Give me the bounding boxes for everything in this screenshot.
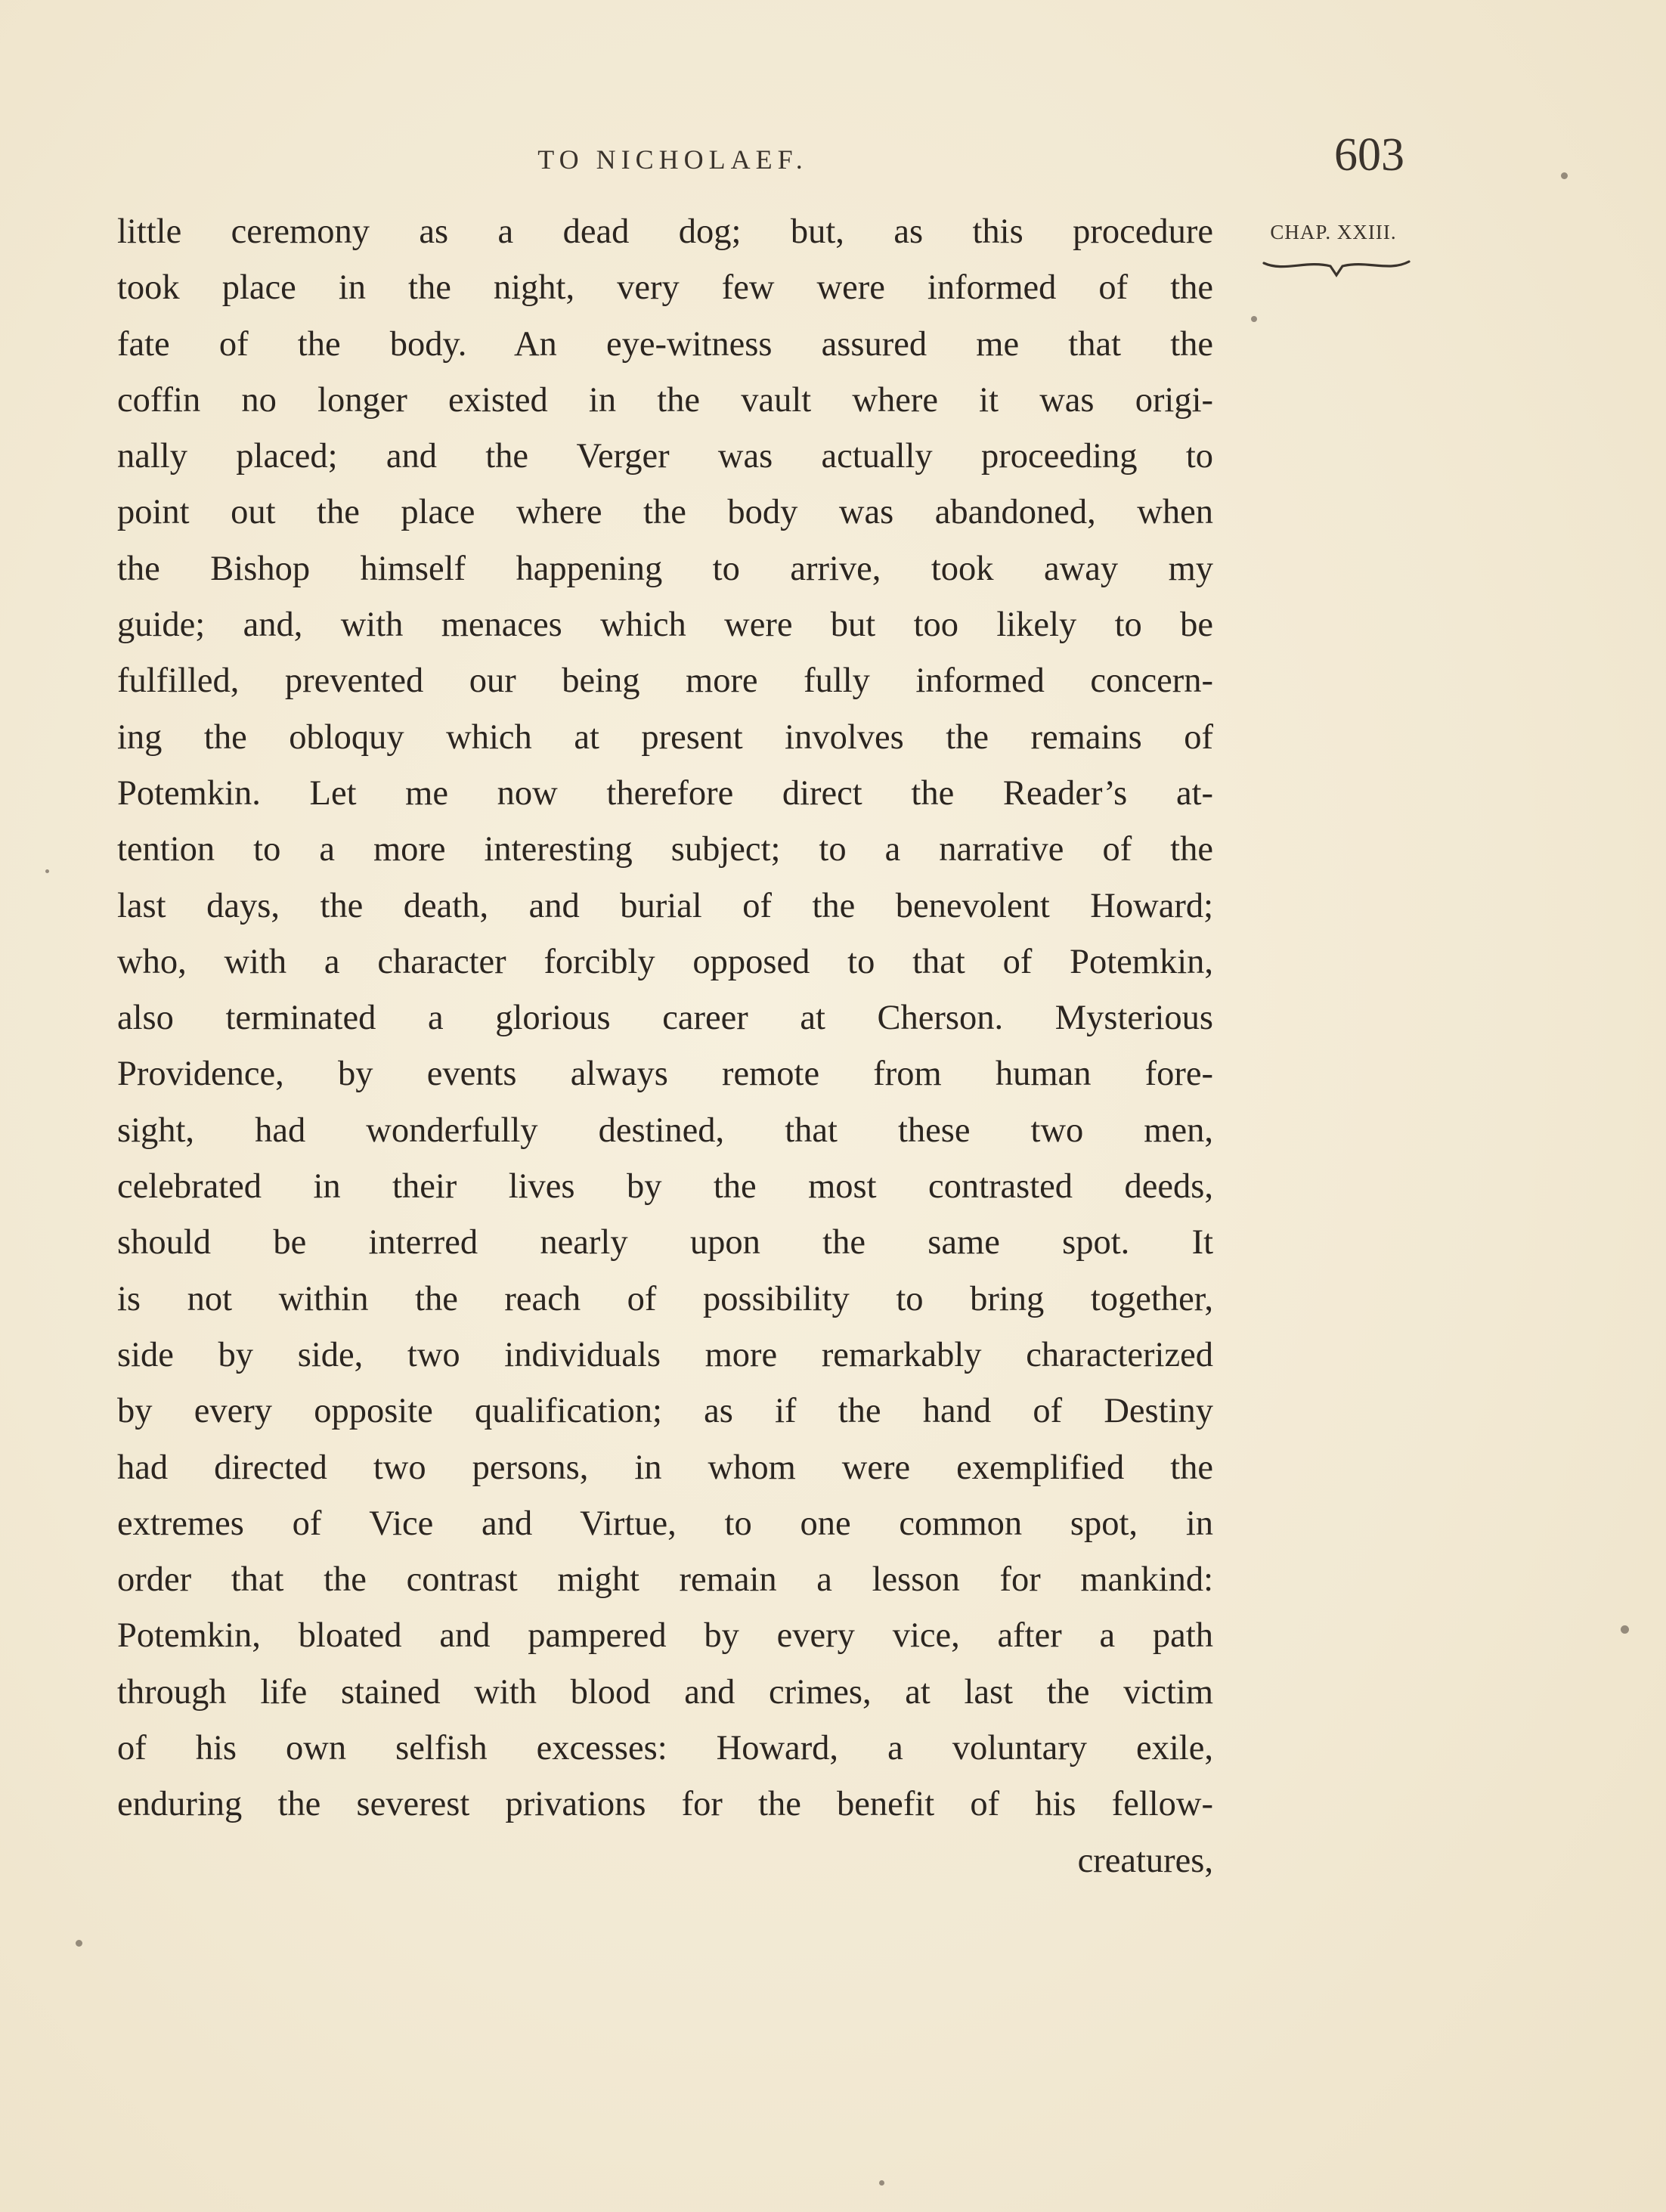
text-line: is not within the reach of possibility to bring together, [117,1279,1213,1318]
paper-speck [76,1940,82,1947]
text-line: of his own selfish excesses: Howard, a voluntary exile, [117,1729,1213,1768]
text-line: had directed two persons, in whom were exemplified the [117,1448,1213,1487]
page-number: 603 [1334,129,1404,181]
text-line: extremes of Vice and Virtue, to one common spot, in [117,1504,1213,1543]
text-line: sight, had wonderfully destined, that these two men, [117,1111,1213,1150]
text-line: fulfilled, prevented our being more fully informed concern- [117,661,1213,701]
text-line: coffin no longer existed in the vault where it was origi- [117,380,1213,420]
text-line: celebrated in their lives by the most contrasted deeds, [117,1167,1213,1207]
paper-speck [879,2180,884,2186]
paper-speck [1561,172,1568,179]
text-line: order that the contrast might remain a lesson for mankind: [117,1560,1213,1600]
brace-flourish-icon [1261,257,1412,283]
text-line: through life stained with blood and crimes, at last the victim [117,1672,1213,1712]
text-line: side by side, two individuals more remarkably characterized [117,1335,1213,1374]
text-line: who, with a character forcibly opposed to that of Potemkin, [117,942,1213,981]
text-line: by every opposite qualification; as if the hand of Destiny [117,1392,1213,1431]
text-line: fate of the body. An eye-witness assured me that the [117,324,1213,364]
text-line: creatures, [1077,1841,1213,1880]
text-line: Potemkin. Let me now therefore direct the Reader’s at- [117,773,1213,813]
text-line: also terminated a glorious career at Cherson. Mysterious [117,999,1213,1038]
text-line: guide; and, with menaces which were but too likely to be [117,606,1213,645]
text-line: tention to a more interesting subject; to a narrative of the [117,830,1213,869]
body-text [117,204,1213,1889]
text-line: nally placed; and the Verger was actually proceeding to [117,437,1213,476]
running-head: TO NICHOLAEF. [537,144,808,175]
text-line: took place in the night, very few were informed of the [117,268,1213,308]
paper-speck [45,869,49,873]
text-line: Potemkin, bloated and pampered by every vice, after a path [117,1616,1213,1656]
chapter-marginal-note: CHAP. XXIII. [1270,221,1397,243]
text-line: ing the obloquy which at present involves the remains of [117,717,1213,757]
text-line: last days, the death, and burial of the benevolent Howard; [117,886,1213,925]
text-line: enduring the severest privations for the benefit of his fellow- [117,1785,1213,1824]
paper-speck [1251,316,1257,322]
paper-speck [1621,1625,1629,1634]
text-line: Providence, by events always remote from human fore- [117,1055,1213,1094]
text-line: should be interred nearly upon the same spot. It [117,1223,1213,1262]
text-line: little ceremony as a dead dog; but, as this procedure [117,212,1213,251]
text-line: point out the place where the body was abandoned, when [117,493,1213,532]
text-line: the Bishop himself happening to arrive, took away my [117,549,1213,588]
